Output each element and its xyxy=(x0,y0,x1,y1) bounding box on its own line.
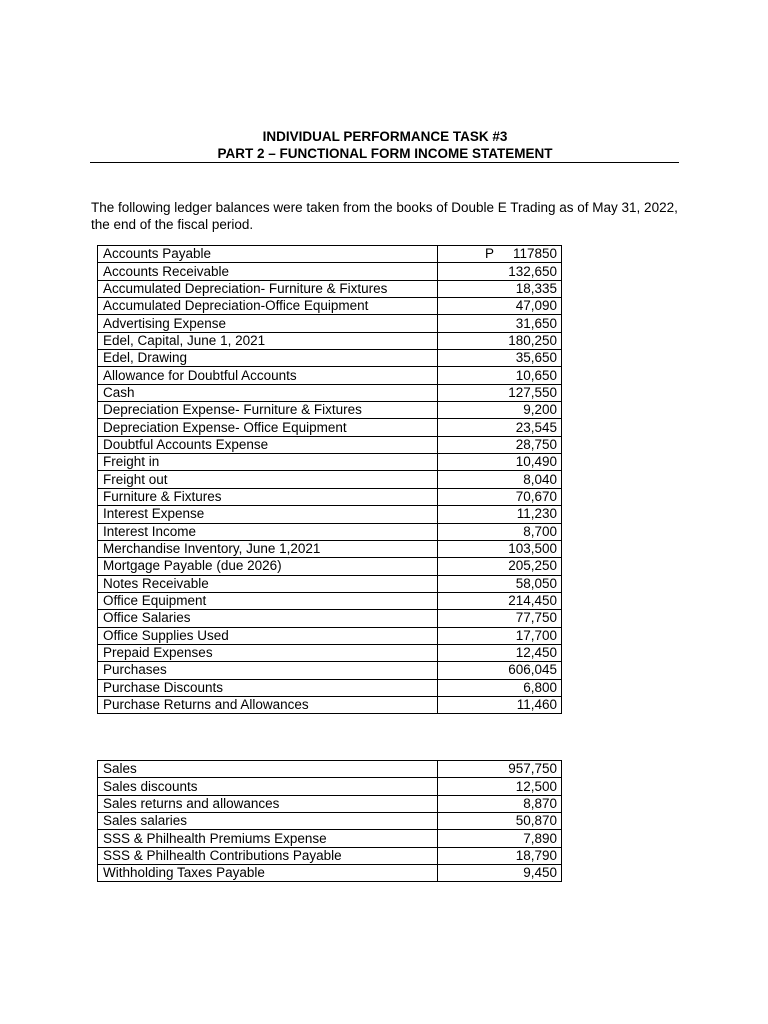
table-row xyxy=(98,280,562,297)
table-row xyxy=(98,847,562,864)
account-name: Depreciation Expense- Office Equipment xyxy=(98,419,438,436)
amount-value: 23,545 xyxy=(515,419,557,435)
account-name: Allowance for Doubtful Accounts xyxy=(98,367,438,384)
table-row xyxy=(98,778,562,795)
account-amount xyxy=(438,813,562,830)
account-amount xyxy=(438,419,562,436)
account-amount xyxy=(438,506,562,523)
table-row xyxy=(98,795,562,812)
amount-value: 7,890 xyxy=(523,830,557,846)
account-name: Cash xyxy=(98,384,438,401)
amount-value: 8,040 xyxy=(523,471,557,487)
amount-value: 47,090 xyxy=(515,298,557,314)
account-amount xyxy=(438,627,562,644)
table-row xyxy=(98,696,562,713)
account-name: Doubtful Accounts Expense xyxy=(98,436,438,453)
account-name: Edel, Drawing xyxy=(98,350,438,367)
table-row xyxy=(98,558,562,575)
table-row xyxy=(98,367,562,384)
account-name: SSS & Philhealth Contributions Payable xyxy=(98,847,438,864)
account-amount xyxy=(438,523,562,540)
table-row xyxy=(98,575,562,592)
account-name: Purchases xyxy=(98,662,438,679)
amount-value: 132,650 xyxy=(508,263,557,279)
table-row xyxy=(98,488,562,505)
table-row xyxy=(98,332,562,349)
account-amount xyxy=(438,540,562,557)
currency-symbol: P xyxy=(485,246,495,262)
account-amount xyxy=(438,558,562,575)
amount-value: 8,870 xyxy=(523,795,557,811)
table-row xyxy=(98,627,562,644)
account-amount xyxy=(438,332,562,349)
account-name: Office Equipment xyxy=(98,592,438,609)
table-row xyxy=(98,246,562,263)
table-row xyxy=(98,454,562,471)
table-row xyxy=(98,436,562,453)
amount-value: 11,460 xyxy=(516,697,557,713)
account-amount xyxy=(438,298,562,315)
account-name: Accumulated Depreciation- Furniture & Fixtures xyxy=(98,280,438,297)
document-title xyxy=(90,128,680,162)
account-name: Sales discounts xyxy=(98,778,438,795)
account-name: Freight in xyxy=(98,454,438,471)
account-name: Office Supplies Used xyxy=(98,627,438,644)
table-row xyxy=(98,761,562,778)
account-amount xyxy=(438,575,562,592)
amount-value: 606,045 xyxy=(508,662,557,678)
table-row xyxy=(98,830,562,847)
amount-value: 10,490 xyxy=(515,454,557,470)
table-row xyxy=(98,610,562,627)
table-row xyxy=(98,419,562,436)
amount-value: 205,250 xyxy=(508,558,557,574)
amount-value: 117850 xyxy=(512,246,557,262)
table-row xyxy=(98,315,562,332)
account-amount xyxy=(438,662,562,679)
account-name: Accounts Receivable xyxy=(98,263,438,280)
account-name: Interest Expense xyxy=(98,506,438,523)
account-name: Withholding Taxes Payable xyxy=(98,865,438,882)
account-amount xyxy=(438,402,562,419)
account-name: Furniture & Fixtures xyxy=(98,488,438,505)
amount-value: 50,870 xyxy=(515,813,557,829)
table-row xyxy=(98,384,562,401)
amount-value: 9,200 xyxy=(523,402,557,418)
account-amount xyxy=(438,454,562,471)
account-name: Freight out xyxy=(98,471,438,488)
amount-value: 12,500 xyxy=(515,778,557,794)
account-amount xyxy=(438,610,562,627)
amount-value: 35,650 xyxy=(515,350,557,366)
account-name: Advertising Expense xyxy=(98,315,438,332)
account-name: Merchandise Inventory, June 1,2021 xyxy=(98,540,438,557)
amount-value: 8,700 xyxy=(523,523,557,539)
table-row xyxy=(98,662,562,679)
account-amount xyxy=(438,644,562,661)
account-name: Interest Income xyxy=(98,523,438,540)
account-name: Accounts Payable xyxy=(98,246,438,263)
account-amount xyxy=(438,795,562,812)
account-amount xyxy=(438,246,562,263)
amount-value: 12,450 xyxy=(515,645,557,661)
intro-paragraph: The following ledger balances were taken from the books of Double E Trading as of May 31, 2022, the end of the fiscal period. xyxy=(91,200,678,232)
amount-value: 58,050 xyxy=(515,575,557,591)
ledger-balances-table xyxy=(97,245,562,714)
table-row xyxy=(98,471,562,488)
account-name: Sales xyxy=(98,761,438,778)
table-row xyxy=(98,263,562,280)
table-row xyxy=(98,298,562,315)
amount-value: 17,700 xyxy=(515,627,557,643)
amount-value: 103,500 xyxy=(508,541,557,557)
amount-value: 11,230 xyxy=(516,506,557,522)
table-row xyxy=(98,865,562,882)
table-row xyxy=(98,506,562,523)
account-name: Sales salaries xyxy=(98,813,438,830)
table-row xyxy=(98,592,562,609)
account-amount xyxy=(438,280,562,297)
account-name: Mortgage Payable (due 2026) xyxy=(98,558,438,575)
account-amount xyxy=(438,679,562,696)
account-name: Office Salaries xyxy=(98,610,438,627)
account-name: SSS & Philhealth Premiums Expense xyxy=(98,830,438,847)
table-row xyxy=(98,350,562,367)
account-amount xyxy=(438,865,562,882)
title-line-2: PART 2 – FUNCTIONAL FORM INCOME STATEMENT xyxy=(217,146,553,161)
amount-value: 9,450 xyxy=(523,865,557,881)
amount-value: 127,550 xyxy=(508,384,557,400)
title-line-1: INDIVIDUAL PERFORMANCE TASK #3 xyxy=(262,129,508,144)
account-amount xyxy=(438,830,562,847)
account-amount xyxy=(438,315,562,332)
sales-balances-table xyxy=(97,760,562,882)
amount-value: 18,335 xyxy=(515,280,557,296)
account-name: Purchase Returns and Allowances xyxy=(98,696,438,713)
account-amount xyxy=(438,488,562,505)
amount-value: 6,800 xyxy=(523,679,557,695)
account-name: Accumulated Depreciation-Office Equipment xyxy=(98,298,438,315)
account-amount xyxy=(438,436,562,453)
table-row xyxy=(98,523,562,540)
account-name: Edel, Capital, June 1, 2021 xyxy=(98,332,438,349)
table-row xyxy=(98,644,562,661)
amount-value: 180,250 xyxy=(508,332,557,348)
account-name: Notes Receivable xyxy=(98,575,438,592)
amount-value: 957,750 xyxy=(508,761,557,777)
amount-value: 70,670 xyxy=(515,488,557,504)
amount-value: 10,650 xyxy=(515,367,557,383)
amount-value: 77,750 xyxy=(515,610,557,626)
title-underline xyxy=(90,162,679,163)
account-amount xyxy=(438,696,562,713)
account-name: Prepaid Expenses xyxy=(98,644,438,661)
account-amount xyxy=(438,384,562,401)
account-amount xyxy=(438,761,562,778)
table-row xyxy=(98,813,562,830)
amount-value: 28,750 xyxy=(515,436,557,452)
account-amount xyxy=(438,778,562,795)
table-row xyxy=(98,540,562,557)
account-name: Sales returns and allowances xyxy=(98,795,438,812)
table-row xyxy=(98,402,562,419)
amount-value: 31,650 xyxy=(515,315,557,331)
account-amount xyxy=(438,263,562,280)
account-amount xyxy=(438,367,562,384)
amount-value: 18,790 xyxy=(515,847,557,863)
table-row xyxy=(98,679,562,696)
account-amount xyxy=(438,592,562,609)
amount-value: 214,450 xyxy=(508,593,557,609)
account-amount xyxy=(438,847,562,864)
account-name: Purchase Discounts xyxy=(98,679,438,696)
account-name: Depreciation Expense- Furniture & Fixtures xyxy=(98,402,438,419)
account-amount xyxy=(438,471,562,488)
account-amount xyxy=(438,350,562,367)
